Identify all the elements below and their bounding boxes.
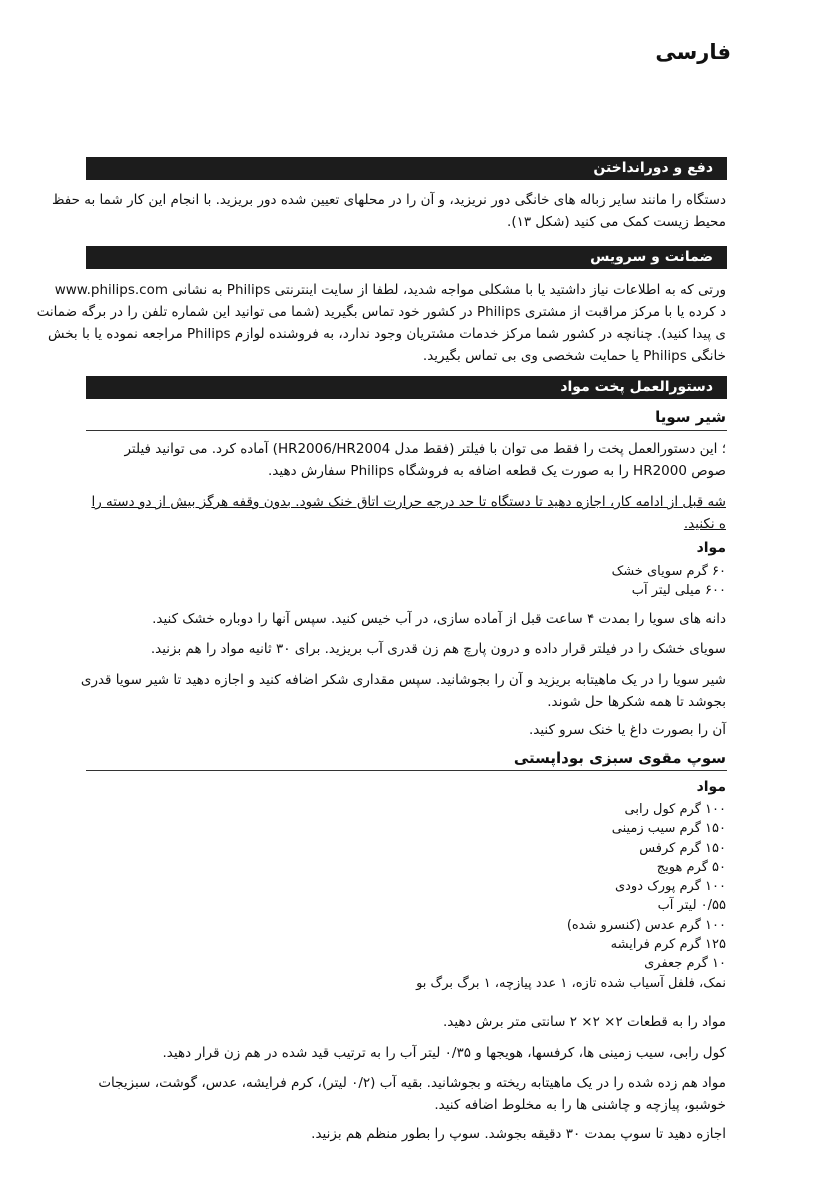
- text-line: ورتی که به اطلاعات نیاز داشتید یا با مشکلی مواجه شدید، لطفا از سایت اینترنتی Philips به نشانی www.philips.com: [54, 282, 726, 298]
- list-item: ۱۰۰ گرم پورک دودی: [614, 879, 726, 895]
- text-line: آن را بصورت داغ یا خنک سرو کنید.: [528, 722, 726, 738]
- list-item: ۶۰ گرم سویای خشک: [611, 564, 726, 579]
- list-item: ۱۲۵ گرم کرم فرایشه: [610, 937, 726, 953]
- text-line: ه نکنید.: [683, 516, 726, 532]
- soup-step: [86, 1042, 726, 1064]
- text-line: خوشبو، پیازچه و چاشنی ها را به مخلوط اضافه کنید.: [434, 1097, 726, 1113]
- text-line: د کرده یا با مرکز مراقبت از مشتری Philips در کشور خود تماس بگیرید (شما می توانید این شماره تلفن را در برگه ضمانت: [36, 304, 726, 320]
- list-item: ۵۰ گرم هویج: [656, 859, 726, 875]
- recipe-title-soy-milk: شیر سویا: [655, 408, 726, 426]
- soy-milk-step: [86, 608, 726, 630]
- soy-milk-ingredients-title: مواد: [696, 540, 726, 556]
- soy-milk-warning: [86, 491, 726, 535]
- list-item: ۱۰۰ گرم عدس (کنسرو شده): [566, 917, 726, 933]
- soy-milk-step: [86, 719, 726, 741]
- soup-step: [86, 1123, 726, 1145]
- warranty-paragraph: [36, 279, 726, 367]
- section-header-warranty: ضمانت و سرویس: [86, 246, 727, 269]
- text-line: بجوشد تا همه شکرها حل شوند.: [547, 694, 726, 710]
- soy-milk-note: [86, 438, 726, 482]
- text-line: اجازه دهید تا سوپ بمدت ۳۰ دقیقه بجوشد. سوپ را بطور منظم هم بزنید.: [311, 1126, 726, 1142]
- list-item: ۶۰۰ میلی لیتر آب: [631, 583, 726, 599]
- list-item: ۱۵۰ گرم سیب زمینی: [611, 821, 726, 837]
- text-line: ؛ این دستورالعمل پخت را فقط می توان با فیلتر (فقط مدل HR2006/HR2004) آماده کرد. می توانید فیلتر: [124, 441, 726, 457]
- soup-step: [86, 1011, 726, 1033]
- soy-milk-step: [80, 669, 726, 713]
- text-line: ی پیدا کنید). چنانچه در کشور شما مرکز خدمات مشتریان وجود ندارد، به فروشنده لوازم Philips مراجعه نموده یا با بخش: [47, 326, 726, 342]
- text-line: محیط زیست کمک می کنید (شکل ۱۳).: [507, 214, 726, 230]
- language-title: فارسی: [655, 40, 731, 64]
- soup-ingredients: [126, 800, 726, 993]
- divider: [86, 770, 727, 771]
- soy-milk-step: [86, 638, 726, 660]
- list-item: ۰/۵۵ لیتر آب: [657, 898, 726, 914]
- text-line: شیر سویا را در یک ماهیتابه بریزید و آن را بجوشانید. سپس مقداری شکر اضافه کنید و اجازه دهید تا شیر سویا قدری: [80, 672, 726, 688]
- text-line: صوص HR2000 را به صورت یک قطعه اضافه به فروشگاه Philips سفارش دهید.: [268, 463, 726, 479]
- divider: [86, 430, 727, 431]
- recipe-title-budapest-soup: سوپ مقوی سبزی بوداپستی: [513, 749, 726, 767]
- soup-ingredients-title: مواد: [696, 779, 726, 795]
- text-line: شه قبل از ادامه کار، اجازه دهید تا دستگاه تا حد درجه حرارت اتاق خنک شود. بدون وقفه هرگز بیش از دو دسته را: [91, 494, 726, 510]
- list-item: ۱۰ گرم جعفری: [644, 956, 726, 972]
- list-item: ۱۵۰ گرم کرفس: [639, 840, 726, 856]
- section-header-recipes: دستورالعمل پخت مواد: [86, 376, 727, 399]
- text-line: دستگاه را مانند سایر زباله های خانگی دور نریزید، و آن را در محلهای تعیین شده دور بریزید. با انجام این کار شما به حفظ: [51, 192, 726, 208]
- list-item: نمک، فلفل آسیاب شده تازه، ۱ عدد پیازچه، ۱ برگ برگ بو: [416, 975, 726, 991]
- list-item: ۱۰۰ گرم کول رابی: [624, 802, 726, 817]
- text-line: مواد را به قطعات ۲× ۲× ۲ سانتی متر برش دهید.: [443, 1014, 726, 1030]
- section-header-disposal: دفع و دورانداختن: [86, 157, 727, 180]
- text-line: مواد هم زده شده را در یک ماهیتابه ریخته و بجوشانید. بقیه آب (۰/۲ لیتر)، کرم فرایشه، عدس، گوشت، سبزیجات: [98, 1075, 726, 1091]
- soup-step: [86, 1072, 726, 1116]
- text-line: سویای خشک را در فیلتر قرار داده و درون پارچ هم زن قدری آب بریزید. برای ۳۰ ثانیه مواد را هم بزنید.: [150, 641, 726, 657]
- text-line: کول رابی، سیب زمینی ها، کرفسها، هویجها و ۰/۳۵ لیتر آب را به ترتیب قید شده در هم زن قرار دهید.: [162, 1045, 726, 1061]
- text-line: خانگی Philips یا حمایت شخصی وی بی تماس بگیرید.: [422, 348, 726, 364]
- disposal-paragraph: [51, 189, 726, 233]
- soy-milk-ingredients: [126, 562, 726, 601]
- text-line: دانه های سویا را بمدت ۴ ساعت قبل از آماده سازی، در آب خیس کنید. سپس آنها را دوباره خشک کنید.: [152, 611, 726, 627]
